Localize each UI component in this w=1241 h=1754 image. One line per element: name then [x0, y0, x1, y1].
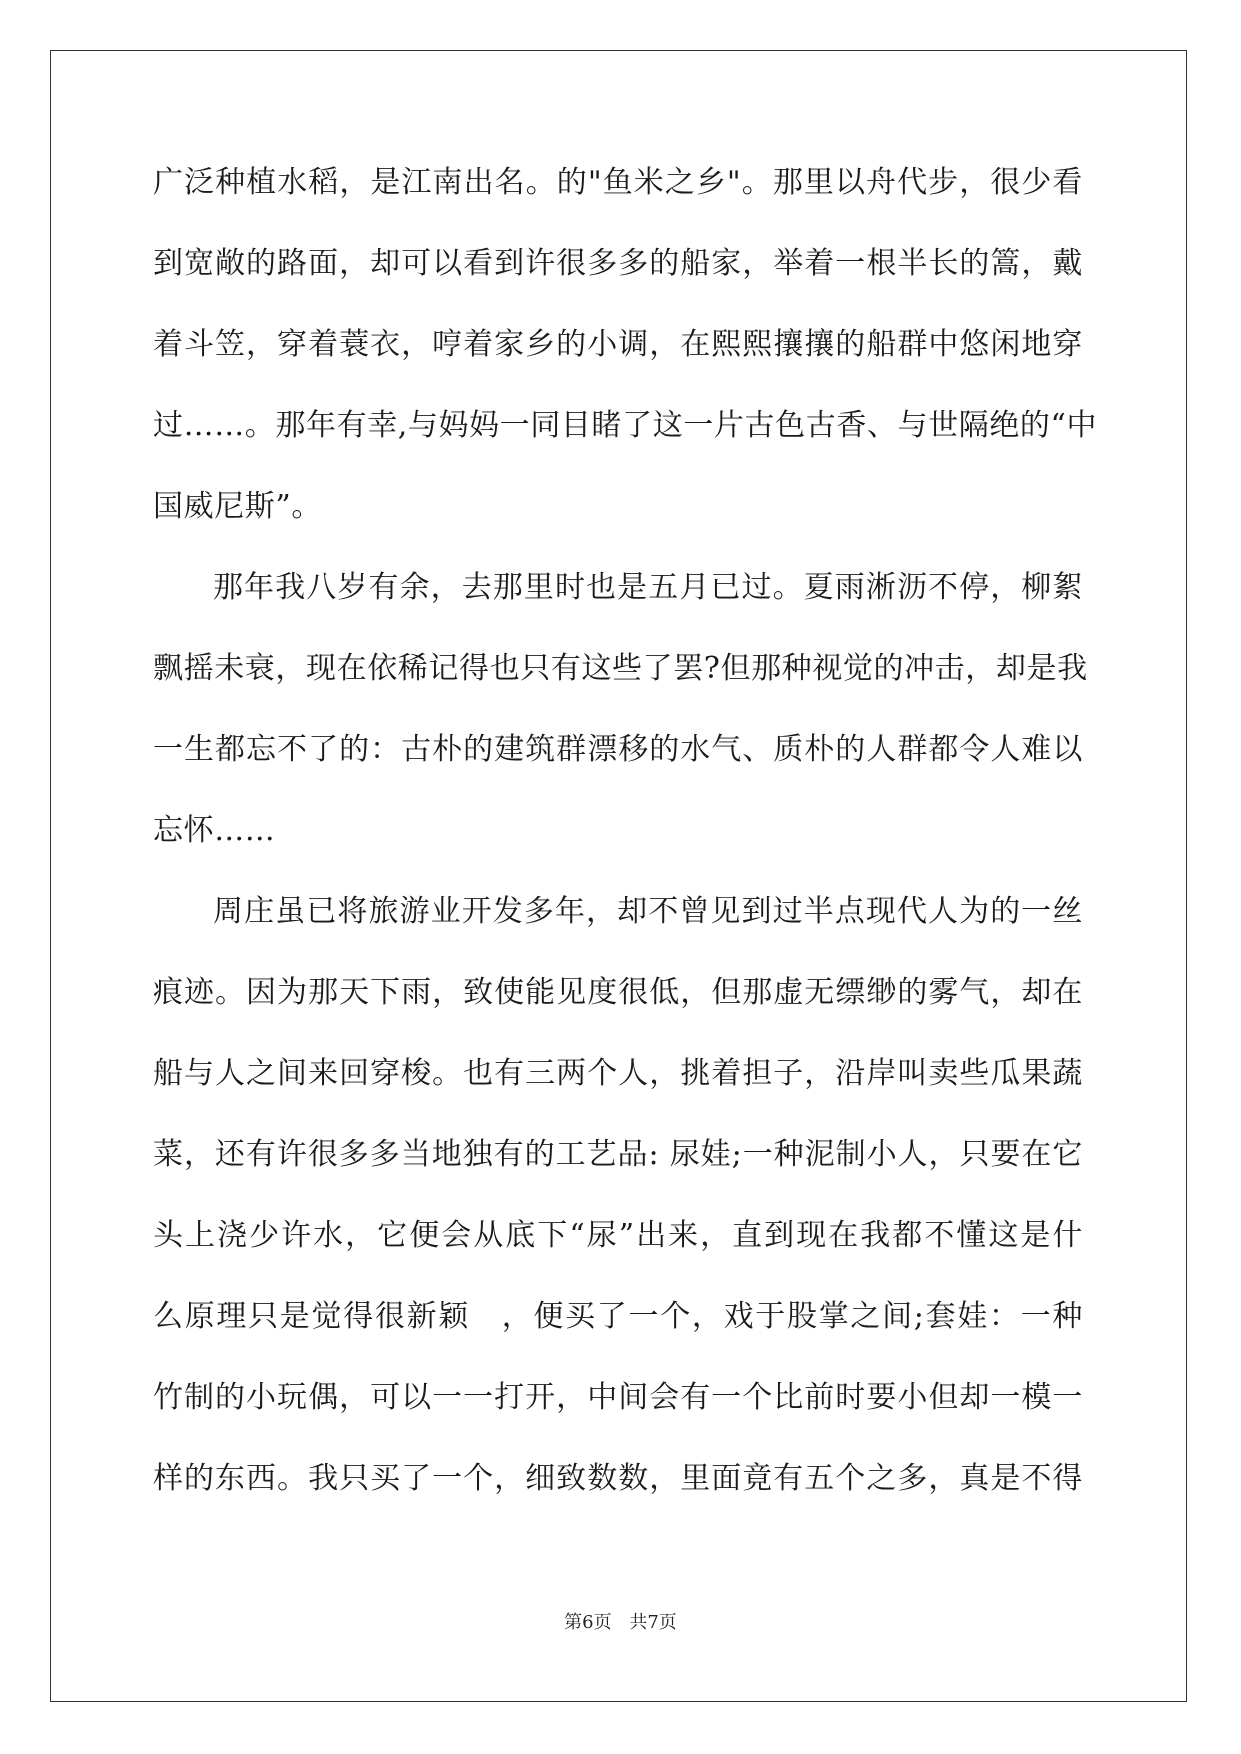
text-line: 过……。那年有幸,与妈妈一同目睹了这一片古色古香、与世隔绝的“中: [153, 408, 1098, 443]
text-line: 菜，还有许很多多当地独有的工艺品: 尿娃;一种泥制小人，只要在它: [153, 1137, 1083, 1172]
text-line: 那年我八岁有余，去那里时也是五月已过。夏雨淅沥不停，柳絮: [213, 570, 1083, 605]
text-line: 广泛种植水稻，是江南出名。的"鱼米之乡"。那里以舟代步，很少看: [153, 165, 1083, 200]
text-line: 着斗笠，穿着蓑衣，哼着家乡的小调，在熙熙攘攘的船群中悠闲地穿: [153, 327, 1083, 362]
page-footer: [0, 1608, 1241, 1634]
text-line: 船与人之间来回穿梭。也有三两个人，挑着担子，沿岸叫卖些瓜果蔬: [153, 1056, 1083, 1091]
text-line: 周庄虽已将旅游业开发多年，却不曾见到过半点现代人为的一丝: [213, 894, 1083, 929]
document-body: [153, 153, 1098, 1530]
text-line: 到宽敞的路面，却可以看到许很多多的船家，举着一根半长的篙，戴: [153, 246, 1083, 281]
page-number: 第6页: [564, 1612, 612, 1633]
text-line: 痕迹。因为那天下雨，致使能见度很低，但那虚无缥缈的雾气，却在: [153, 975, 1083, 1010]
text-line: 忘怀……: [153, 813, 276, 848]
text-line: 头上浇少许水，它便会从底下“尿”出来，直到现在我都不懂这是什: [153, 1218, 1083, 1253]
text-line: 样的东西。我只买了一个，细致数数，里面竟有五个之多，真是不得: [153, 1461, 1083, 1496]
text-line: 么原理只是觉得很新颖 ，便买了一个，戏于股掌之间;套娃：一种: [153, 1299, 1083, 1334]
text-line: 竹制的小玩偶，可以一一打开，中间会有一个比前时要小但却一模一: [153, 1380, 1083, 1415]
text-line: 国威尼斯”。: [153, 489, 322, 524]
text-line: 一生都忘不了的：古朴的建筑群漂移的水气、质朴的人群都令人难以: [153, 732, 1083, 767]
text-line: 飘摇未衰，现在依稀记得也只有这些了罢?但那种视觉的冲击，却是我: [153, 651, 1088, 686]
page-total: 共7页: [629, 1612, 677, 1633]
